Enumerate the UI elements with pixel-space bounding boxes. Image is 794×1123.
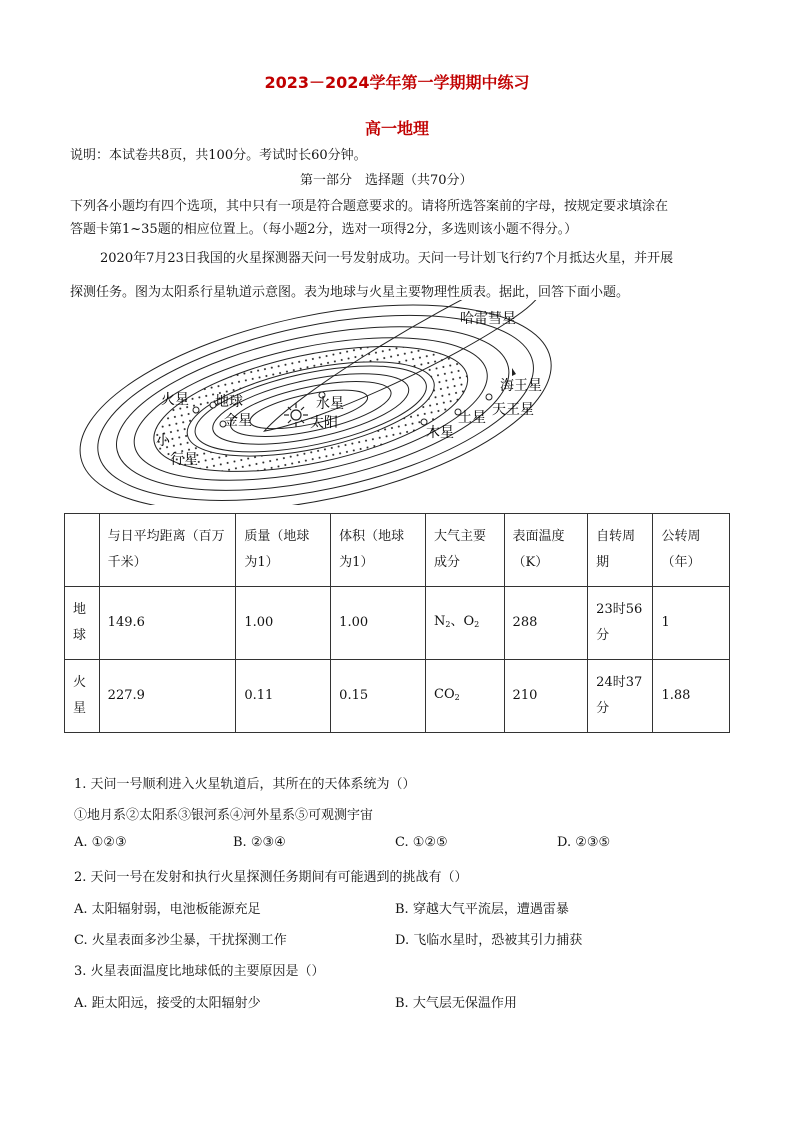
label-mars: 火星 xyxy=(161,392,189,408)
question-1-items: ①地月系②太阳系③银河系④河外星系⑤可观测宇宙 xyxy=(74,808,374,823)
exam-title: 2023－2024学年第一学期期中练习 xyxy=(264,73,530,92)
question-2-option-d[interactable]: D. 飞临水星时，恐被其引力捕获 xyxy=(395,933,583,948)
label-earth: 地球 xyxy=(215,394,243,410)
label-asteroid-2: 行星 xyxy=(170,452,198,468)
label-venus: 金星 xyxy=(224,413,252,429)
section-heading: 第一部分 选择题（共70分） xyxy=(300,173,473,188)
atm-a: N xyxy=(434,613,446,629)
temperature-cell: 210 xyxy=(504,660,588,733)
question-3-option-a[interactable]: A. 距太阳远，接受的太阳辐射少 xyxy=(74,996,261,1011)
question-1-stem: 1. 天问一号顺利进入火星轨道后，其所在的天体系统为（） xyxy=(74,777,416,792)
question-2-option-b[interactable]: B. 穿越大气平流层，遭遇雷暴 xyxy=(395,902,569,917)
atmosphere-cell xyxy=(426,660,505,733)
table-header-cell: 与日平均距离（百万千米） xyxy=(99,514,236,587)
atm-a-sub: 2 xyxy=(454,692,460,702)
atm-a: CO xyxy=(434,686,455,702)
label-sun: 太阳 xyxy=(310,415,338,431)
halley-comet-icon xyxy=(512,368,516,376)
label-uranus: 天王星 xyxy=(492,402,534,418)
material-line-1: 2020年7月23日我国的火星探测器天问一号发射成功。天问一号计划飞行约7个月抵达火星，并开展 xyxy=(100,251,674,266)
volume-cell: 0.15 xyxy=(331,660,426,733)
planet-uranus xyxy=(486,394,492,400)
question-3-stem: 3. 火星表面温度比地球低的主要原因是（） xyxy=(74,964,325,979)
atmosphere-cell xyxy=(426,587,505,660)
planet-name-cell: 地球 xyxy=(65,587,100,660)
table-header-cell: 自转周期 xyxy=(588,514,653,587)
planet-properties-table xyxy=(64,513,730,733)
volume-cell: 1.00 xyxy=(331,587,426,660)
rotation-cell: 23时56分 xyxy=(588,587,653,660)
table-header-cell: 大气主要成分 xyxy=(426,514,505,587)
temperature-cell: 288 xyxy=(504,587,588,660)
table-header-cell: 质量（地球为1） xyxy=(236,514,331,587)
label-mercury: 水星 xyxy=(316,396,344,412)
label-jupiter: 木星 xyxy=(426,425,454,441)
instruction-line-2: 答题卡第1~35题的相应位置上。（每小题2分，选对一项得2分，多选则该小题不得分。） xyxy=(70,222,578,237)
planet-mars xyxy=(193,407,199,413)
question-3-option-b[interactable]: B. 大气层无保温作用 xyxy=(395,996,517,1011)
sun-icon xyxy=(284,403,308,427)
orbit-period-cell: 1 xyxy=(653,587,730,660)
label-asteroid-1: 小 xyxy=(156,433,170,449)
mass-cell: 0.11 xyxy=(236,660,331,733)
atm-sep: 、O xyxy=(450,613,475,629)
exam-note: 说明：本试卷共8页，共100分。考试时长60分钟。 xyxy=(70,148,367,163)
rotation-cell: 24时37分 xyxy=(588,660,653,733)
table-row xyxy=(65,660,730,733)
question-2-stem: 2. 天问一号在发射和执行火星探测任务期间有可能遇到的挑战有（） xyxy=(74,870,468,885)
mass-cell: 1.00 xyxy=(236,587,331,660)
solar-system-orbit-diagram xyxy=(60,300,580,505)
label-neptune: 海王星 xyxy=(500,378,542,394)
table-header-cell xyxy=(65,514,100,587)
question-1-option-d[interactable]: D. ②③⑤ xyxy=(557,835,611,850)
instruction-line-1: 下列各小题均有四个选项，其中只有一项是符合题意要求的。请将所选答案前的字母，按规定要求填涂在 xyxy=(70,199,669,214)
planet-name-cell: 火星 xyxy=(65,660,100,733)
question-1-option-b[interactable]: B. ②③④ xyxy=(233,835,286,850)
label-halley-comet: 哈雷彗星 xyxy=(460,311,516,327)
atm-a-sub: 2 xyxy=(445,619,451,629)
table-header-cell: 公转周（年） xyxy=(653,514,730,587)
material-line-2: 探测任务。图为太阳系行星轨道示意图。表为地球与火星主要物理性质表。据此，回答下面小题。 xyxy=(70,285,630,300)
table-row xyxy=(65,587,730,660)
table-header-cell: 表面温度（K） xyxy=(504,514,588,587)
orbit-period-cell: 1.88 xyxy=(653,660,730,733)
question-2-option-c[interactable]: C. 火星表面多沙尘暴，干扰探测工作 xyxy=(74,933,287,948)
label-saturn: 土星 xyxy=(458,410,486,426)
exam-subtitle: 高一地理 xyxy=(364,119,429,138)
question-1-option-c[interactable]: C. ①②⑤ xyxy=(395,835,448,850)
atm-b-sub: 2 xyxy=(474,619,480,629)
question-2-option-a[interactable]: A. 太阳辐射弱，电池板能源充足 xyxy=(74,902,261,917)
table-header-row xyxy=(65,514,730,587)
distance-cell: 149.6 xyxy=(99,587,236,660)
question-1-option-a[interactable]: A. ①②③ xyxy=(74,835,127,850)
table-header-cell: 体积（地球为1） xyxy=(331,514,426,587)
distance-cell: 227.9 xyxy=(99,660,236,733)
